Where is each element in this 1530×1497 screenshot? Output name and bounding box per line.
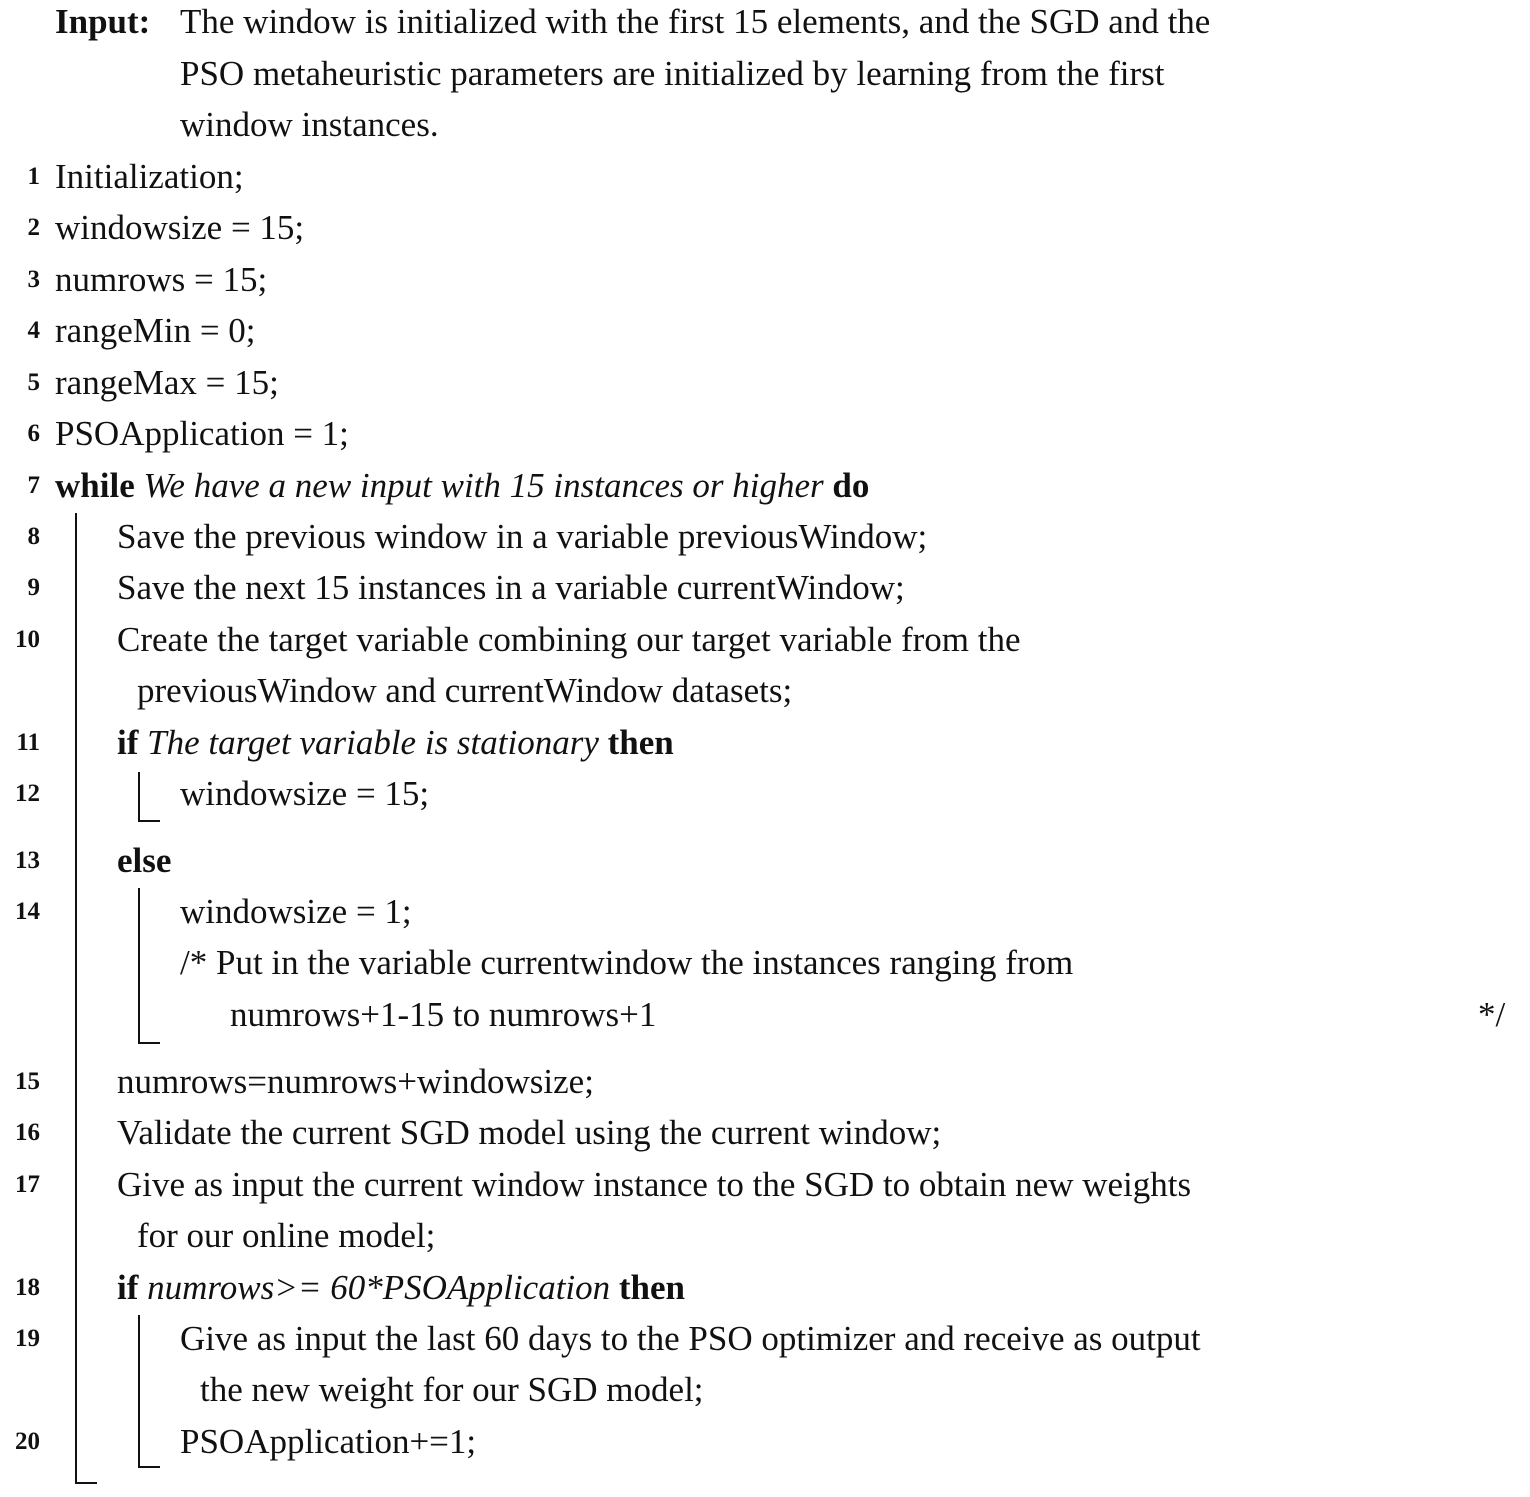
algo-line-17-cont: for our online model; (137, 1216, 436, 1255)
if-condition: numrows>= 60*PSOApplication (147, 1268, 611, 1307)
line-number: 14 (15, 898, 40, 925)
algo-line-7 (55, 466, 869, 506)
algo-line-10: Create the target variable combining our target variable from the (117, 620, 1021, 659)
pso-if-block-bracket (138, 1315, 140, 1468)
else-block-bracket-end (138, 1042, 160, 1044)
while-condition: We have a new input with 15 instances or higher (143, 466, 824, 505)
input-line-1: The window is initialized with the first 15 elements, and the SGD and the (180, 2, 1211, 41)
line-number: 20 (15, 1428, 40, 1455)
line-number: 8 (27, 523, 40, 550)
line-number: 3 (27, 266, 40, 293)
line-number: 9 (27, 574, 40, 601)
algo-line-16: Validate the current SGD model using the current window; (117, 1113, 942, 1152)
algo-line-11 (117, 723, 674, 763)
input-label: Input: (55, 2, 151, 41)
algo-line-12: windowsize = 15; (180, 774, 430, 813)
algo-line-2: windowsize = 15; (55, 208, 305, 247)
while-block-bracket-end (75, 1482, 97, 1484)
algo-line-4: rangeMin = 0; (55, 311, 256, 350)
algo-line-17: Give as input the current window instance to the SGD to obtain new weights (117, 1165, 1192, 1204)
input-line-3: window instances. (180, 105, 439, 144)
algo-line-8: Save the previous window in a variable previousWindow; (117, 517, 928, 556)
line-number: 12 (15, 780, 40, 807)
keyword-while: while (55, 466, 135, 505)
comment-line-cont: numrows+1-15 to numrows+1 (230, 995, 657, 1034)
algo-line-15: numrows=numrows+windowsize; (117, 1062, 594, 1101)
keyword-else: else (117, 841, 172, 880)
line-number: 6 (27, 420, 40, 447)
line-number: 16 (15, 1119, 40, 1146)
keyword-then: then (618, 1268, 686, 1307)
if-block-bracket-end (138, 820, 160, 822)
line-number: 1 (27, 163, 40, 190)
line-number: 17 (15, 1171, 40, 1198)
algo-line-1: Initialization; (55, 157, 244, 196)
line-number: 18 (15, 1274, 40, 1301)
if-condition: The target variable is stationary (147, 723, 599, 762)
if-block-bracket (138, 772, 140, 822)
input-line-2: PSO metaheuristic parameters are initialized by learning from the first (180, 54, 1165, 93)
else-block-bracket (138, 888, 140, 1044)
algo-line-9: Save the next 15 instances in a variable currentWindow; (117, 568, 905, 607)
line-number: 13 (15, 847, 40, 874)
line-number: 15 (15, 1068, 40, 1095)
keyword-then: then (607, 723, 674, 762)
keyword-if: if (117, 723, 139, 762)
algo-line-14: windowsize = 1; (180, 892, 412, 931)
algo-line-18 (117, 1268, 685, 1308)
algo-line-6: PSOApplication = 1; (55, 414, 349, 453)
line-number: 5 (27, 369, 40, 396)
algo-line-20: PSOApplication+=1; (180, 1422, 477, 1461)
comment-line: /* Put in the variable currentwindow the instances ranging from (180, 943, 1074, 982)
pso-if-block-bracket-end (138, 1466, 160, 1468)
line-number: 7 (27, 472, 40, 499)
line-number: 2 (27, 214, 40, 241)
line-number: 10 (15, 626, 40, 653)
comment-end: */ (1478, 995, 1506, 1034)
algo-line-10-cont: previousWindow and currentWindow datasets; (137, 671, 793, 710)
keyword-if: if (117, 1268, 139, 1307)
keyword-do: do (832, 466, 870, 505)
line-number: 11 (16, 729, 40, 756)
line-number: 4 (27, 317, 40, 344)
algo-line-3: numrows = 15; (55, 260, 268, 299)
algo-line-19: Give as input the last 60 days to the PSO optimizer and receive as output (180, 1319, 1201, 1358)
while-block-bracket (75, 513, 77, 1484)
algo-line-19-cont: the new weight for our SGD model; (200, 1370, 704, 1409)
line-number: 19 (15, 1325, 40, 1352)
algo-line-5: rangeMax = 15; (55, 363, 279, 402)
